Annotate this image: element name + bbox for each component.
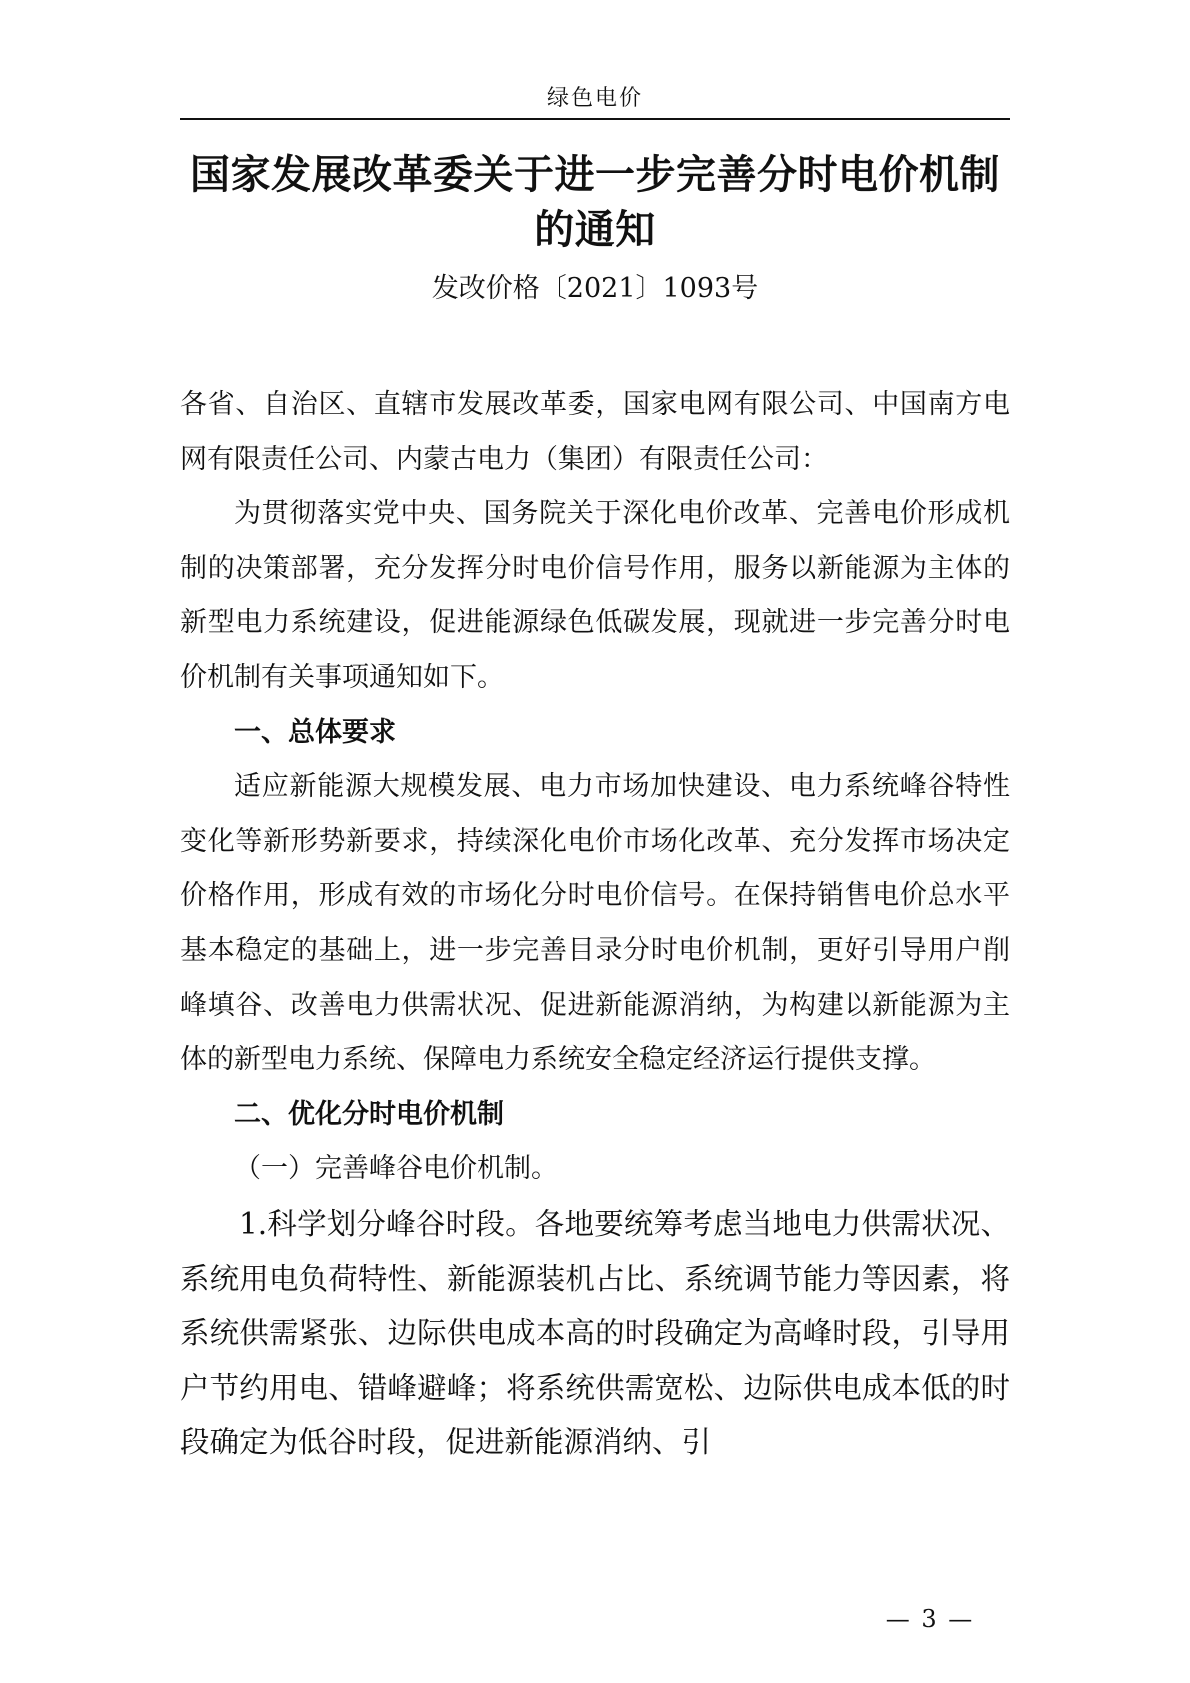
page-number: — 3 — bbox=[885, 1605, 975, 1633]
document-title: 国家发展改革委关于进一步完善分时电价机制的通知 bbox=[190, 152, 1000, 253]
intro-paragraph: 为贯彻落实党中央、国务院关于深化电价改革、完善电价形成机制的决策部署，充分发挥分时电价信号作用，服务以新能源为主体的新型电力系统建设，促进能源绿色低碳发展，现就进一步完善分时电价机制有关事项通知如下。 bbox=[180, 498, 1010, 693]
section-1-paragraph: 适应新能源大规模发展、电力市场加快建设、电力系统峰谷特性变化等新形势新要求，持续深化电价市场化改革、充分发挥市场决定价格作用，形成有效的市场化分时电价信号。在保持销售电价总水平基本稳定的基础上，进一步完善目录分时电价机制，更好引导用户削峰填谷、改善电力供需状况、促进新能源消纳，为构建以新能源为主体的新型电力系统、保障电力系统安全稳定经济运行提供支撑。 bbox=[180, 771, 1010, 1076]
running-header: 绿色电价 bbox=[546, 86, 643, 111]
salutation-paragraph: 各省、自治区、直辖市发展改革委，国家电网有限公司、中国南方电网有限责任公司、内蒙古电力（集团）有限责任公司： bbox=[180, 389, 1010, 475]
section-heading-1: 一、总体要求 bbox=[234, 716, 396, 748]
document-number: 发改价格〔2021〕1093号 bbox=[431, 273, 759, 304]
document-body bbox=[180, 378, 1010, 1470]
subsection-heading-1: （一）完善峰谷电价机制。 bbox=[234, 1153, 558, 1185]
section-heading-2: 二、优化分时电价机制 bbox=[234, 1098, 504, 1130]
header-divider bbox=[180, 118, 1010, 120]
item-1-paragraph: 1.科学划分峰谷时段。各地要统筹考虑当地电力供需状况、系统用电负荷特性、新能源装机占比、系统调节能力等因素，将系统供需紧张、边际供电成本高的时段确定为高峰时段，引导用户节约用电、错峰避峰；将系统供需宽松、边际供电成本低的时段确定为低谷时段，促进新能源消纳、引 bbox=[180, 1206, 1010, 1460]
